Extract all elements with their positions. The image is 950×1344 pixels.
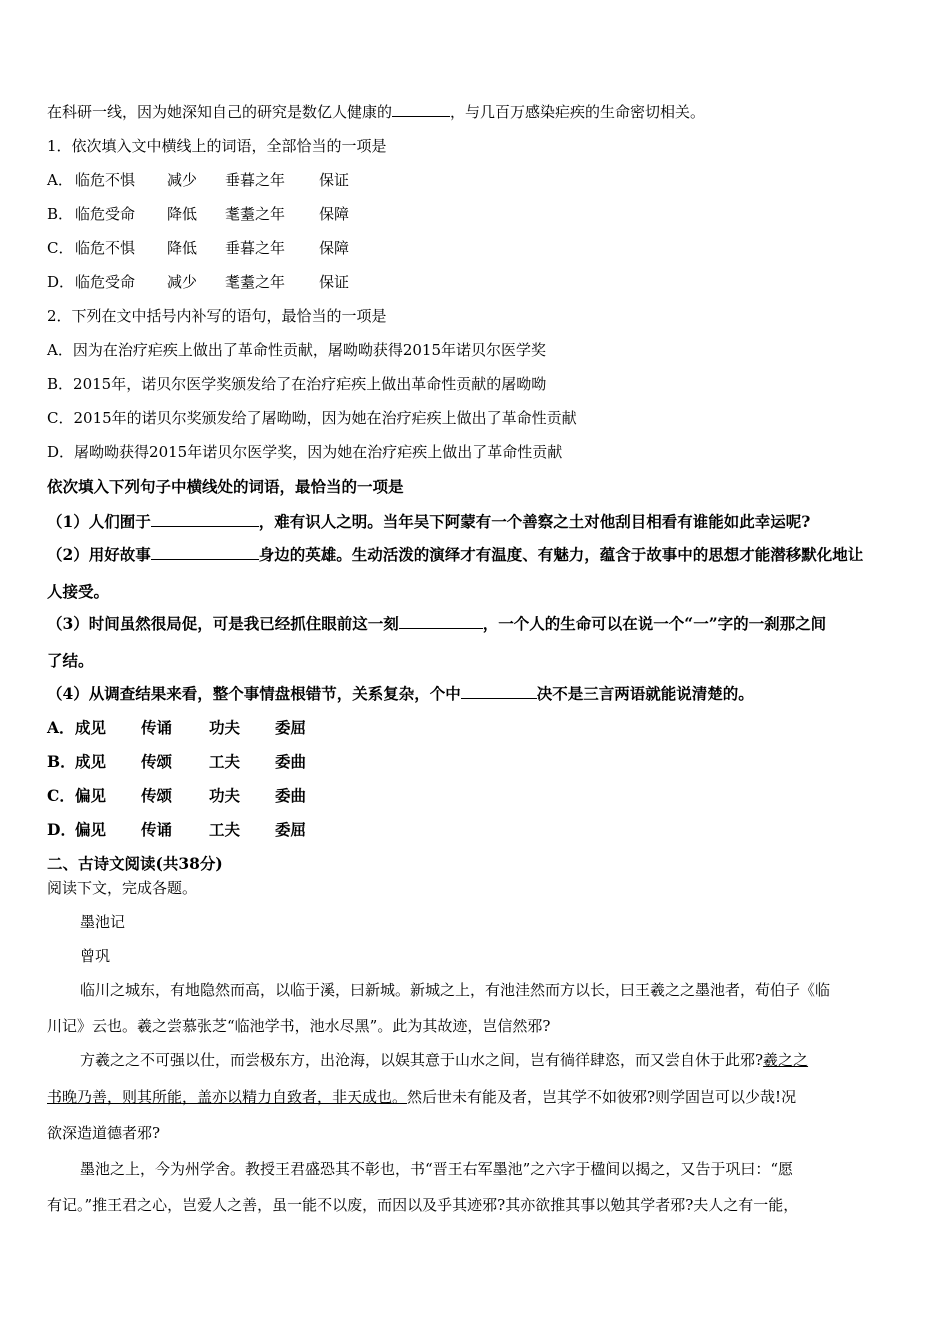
blank-line: [399, 614, 483, 629]
option-letter: D．: [47, 273, 75, 291]
option-word: 耄耋之年: [225, 205, 286, 223]
option-word: 减少: [167, 273, 198, 291]
q3-stem: 依次填入下列句子中横线处的词语，最恰当的一项是: [47, 477, 404, 496]
q1-option-c: [47, 238, 349, 258]
option-word: 成见: [75, 752, 107, 771]
option-letter: B．: [47, 205, 74, 223]
q3-sentence-4: [47, 684, 754, 704]
option-word: 保障: [319, 205, 350, 223]
q2-option-a: A．因为在治疗疟疾上做出了革命性贡献，屠呦呦获得2015年诺贝尔医学奖: [47, 341, 547, 359]
passage-p3-line1: 墨池之上，今为州学舍。教授王君盛恐其不彰也，书“晋王右军墨池”之六字于楹间以揭之，又告于巩曰：“愿: [80, 1160, 794, 1178]
sentence-text: （3）时间虽然很局促，可是我已经抓住眼前这一刻: [47, 614, 399, 633]
sentence-text: （2）用好故事: [47, 545, 151, 564]
sentence-text: ，一个人的生命可以在说一个“一”字的一刹那之间: [482, 614, 827, 633]
passage-p2-line3: 欲深造道德者邪?: [47, 1124, 161, 1142]
option-word: 传颂: [141, 752, 173, 771]
q3-sentence-2: [47, 545, 863, 565]
q3-sentence-3: [47, 614, 826, 634]
option-letter: C．: [47, 786, 75, 805]
q1-option-b: [47, 204, 349, 224]
q3-sentence-3-cont: 了结。: [47, 651, 94, 670]
passage-text: 方羲之之不可强以仕，而尝极东方，出沧海，以娱其意于山水之间，岂有徜徉肆恣，而又尝自休于此邪?: [80, 1051, 764, 1069]
option-word: 委曲: [275, 752, 307, 771]
option-word: 减少: [167, 171, 198, 189]
passage-author: 曾巩: [80, 947, 111, 965]
option-word: 工夫: [209, 752, 241, 771]
q1-stem: 1．依次填入文中横线上的词语，全部恰当的一项是: [47, 137, 387, 155]
option-word: 偏见: [75, 820, 107, 839]
option-word: 临危不惧: [75, 239, 136, 257]
sentence-text: 身边的英雄。生动活泼的演绎才有温度、有魅力，蕴含于故事中的思想才能潜移默化地让: [258, 545, 864, 564]
option-word: 降低: [167, 239, 198, 257]
option-word: 功夫: [209, 786, 241, 805]
passage-p1-line2: 川记》云也。羲之尝慕张芝“临池学书，池水尽黑”。此为其故迹，岂信然邪?: [47, 1017, 551, 1035]
option-word: 耄耋之年: [225, 273, 286, 291]
sentence-text: （1）人们囿于: [47, 512, 151, 531]
option-letter: A．: [47, 171, 73, 189]
option-word: 工夫: [209, 820, 241, 839]
option-word: 保证: [319, 171, 350, 189]
sentence-text: 决不是三言两语就能说清楚的。: [536, 684, 754, 703]
option-word: 功夫: [209, 718, 241, 737]
q2-option-c: C．2015年的诺贝尔奖颁发给了屠呦呦，因为她在治疗疟疾上做出了革命性贡献: [47, 409, 577, 427]
option-letter: A．: [47, 718, 75, 737]
intro-text-before: 在科研一线，因为她深知自己的研究是数亿人健康的: [47, 103, 393, 121]
option-word: 传诵: [141, 820, 173, 839]
q2-stem: 2．下列在文中括号内补写的语句，最恰当的一项是: [47, 307, 387, 325]
passage-p2-line2: [47, 1087, 796, 1107]
option-letter: C．: [47, 239, 74, 257]
intro-text-after: ，与几百万感染疟疾的生命密切相关。: [450, 103, 706, 121]
blank-line: [461, 684, 537, 699]
option-word: 传诵: [141, 718, 173, 737]
blank-line: [151, 512, 259, 527]
option-word: 委曲: [275, 786, 307, 805]
option-letter: D．: [47, 820, 76, 839]
option-word: 临危受命: [75, 273, 136, 291]
intro-line: [47, 102, 705, 122]
q1-option-a: [47, 170, 349, 190]
option-word: 保证: [319, 273, 350, 291]
q3-option-a: [47, 718, 306, 738]
option-word: 保障: [319, 239, 350, 257]
q3-sentence-1: [47, 512, 810, 532]
passage-p2-line1: [80, 1050, 808, 1070]
option-word: 成见: [75, 718, 107, 737]
sentence-text: ，难有识人之明。当年吴下阿蒙有一个善察之土对他刮目相看有谁能如此幸运呢?: [258, 512, 811, 531]
q1-option-d: [47, 272, 349, 292]
section-instruction: 阅读下文，完成各题。: [47, 879, 198, 897]
q2-option-b: B．2015年，诺贝尔医学奖颁发给了在治疗疟疾上做出革命性贡献的屠呦呦: [47, 375, 547, 393]
passage-p3-line2: 有记。”推王君之心，岂爱人之善，虽一能不以废，而因以及乎其迹邪?其亦欲推其事以勉其学者邪?夫人之有一能，: [47, 1196, 799, 1214]
section-heading: 二、古诗文阅读(共38分): [47, 854, 223, 873]
option-word: 垂暮之年: [225, 171, 286, 189]
option-word: 降低: [167, 205, 198, 223]
option-word: 临危不惧: [75, 171, 136, 189]
blank-line: [151, 545, 259, 560]
passage-text: 然后世未有能及者，岂其学不如彼邪?则学固岂可以少哉!况: [407, 1088, 797, 1106]
option-word: 偏见: [75, 786, 107, 805]
passage-title: 墨池记: [80, 913, 126, 931]
option-letter: B．: [47, 752, 76, 771]
passage-p1-line1: 临川之城东，有地隐然而高，以临于溪，曰新城。新城之上，有池洼然而方以长，曰王羲之之墨池者，荀伯子《临: [80, 981, 831, 999]
q3-option-d: [47, 820, 306, 840]
underlined-sentence: 书晚乃善，则其所能，盖亦以精力自致者，非天成也。: [47, 1088, 408, 1106]
option-word: 垂暮之年: [225, 239, 286, 257]
option-word: 委屈: [275, 718, 307, 737]
q2-option-d: D．屠呦呦获得2015年诺贝尔医学奖，因为她在治疗疟疾上做出了革命性贡献: [47, 443, 563, 461]
q3-option-c: [47, 786, 306, 806]
q3-sentence-2-cont: 人接受。: [47, 582, 110, 601]
option-word: 传颂: [141, 786, 173, 805]
option-word: 临危受命: [75, 205, 136, 223]
underlined-sentence: 羲之之: [763, 1051, 809, 1069]
option-word: 委屈: [275, 820, 307, 839]
sentence-text: （4）从调查结果来看，整个事情盘根错节，关系复杂，个中: [47, 684, 461, 703]
q3-option-b: [47, 752, 306, 772]
blank-line: [392, 102, 450, 117]
